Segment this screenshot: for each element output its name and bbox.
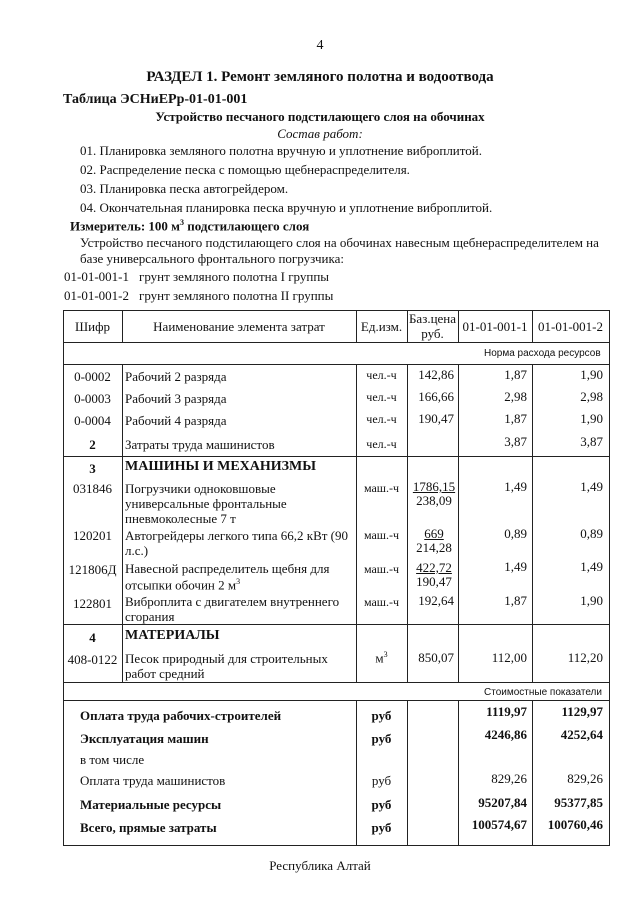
row-code: 3 xyxy=(89,461,96,476)
row-code: 0-0002 xyxy=(74,369,111,384)
row-code: 120201 xyxy=(73,528,112,543)
row-value-2: 1,90 xyxy=(580,367,603,382)
variant-text: грунт земляного полотна I группы xyxy=(139,269,330,284)
summary-value-1: 1119,97 xyxy=(486,704,527,719)
work-item: 01. Планировка земляного полотна вручную и уплотнение виброплитой. xyxy=(80,143,482,158)
header-price: Баз.цена xyxy=(408,311,457,326)
row-unit: маш.-ч xyxy=(363,595,400,609)
header-price-unit: руб. xyxy=(421,326,444,341)
header-col1: 01-01-001-1 xyxy=(462,319,528,334)
summary-value-2: 829,26 xyxy=(567,771,603,786)
summary-label: Всего, прямые затраты xyxy=(80,820,217,835)
row-price-machine: 1786,15 xyxy=(412,479,456,494)
page-number: 4 xyxy=(316,38,324,53)
measure-unit: Измеритель: 100 $м^3$ подстилающего слоя xyxy=(70,218,310,234)
row-value-1: 1,49 xyxy=(504,479,527,494)
summary-value-1: 95207,84 xyxy=(478,795,527,810)
table-title: Устройство песчаного подстилающего слоя на обочинах xyxy=(155,109,485,124)
row-value-2: 1,90 xyxy=(580,593,603,608)
row-value-1: 1,87 xyxy=(504,367,527,382)
header-unit: Ед.изм. xyxy=(360,319,403,334)
table-id: Таблица ЭСНиЕРр-01-01-001 xyxy=(63,92,248,107)
summary-label: Эксплуатация машин xyxy=(80,731,209,746)
summary-value-1: 100574,67 xyxy=(471,817,527,832)
row-code: 122801 xyxy=(73,596,112,611)
summary-value-2: 95377,85 xyxy=(554,795,603,810)
row-value-1: 0,89 xyxy=(504,526,527,541)
row-value-2: 1,49 xyxy=(580,479,603,494)
summary-unit: руб xyxy=(371,773,392,788)
row-code: 4 xyxy=(89,630,96,645)
row-price: 166,66 xyxy=(418,389,454,404)
variant-code: 01-01-001-2 xyxy=(64,288,129,303)
row-price-operator: 190,47 xyxy=(416,574,452,589)
row-value-2: 0,89 xyxy=(580,526,603,541)
row-code: 0-0004 xyxy=(74,413,111,428)
row-price-machine: 669 xyxy=(424,526,444,541)
row-value-1: 112,00 xyxy=(491,650,527,665)
summary-unit: руб xyxy=(371,731,392,746)
summary-value-1: 4246,86 xyxy=(484,727,527,742)
row-name: Затраты труда машинистов xyxy=(125,437,275,452)
summary-unit: руб xyxy=(371,820,392,835)
work-item: 04. Окончательная планировка песка вручную и уплотнение виброплитой. xyxy=(80,200,493,215)
row-name: Песок природный для строительных работ средний xyxy=(125,651,328,681)
row-price: 850,07 xyxy=(418,650,454,665)
row-value-2: 1,90 xyxy=(580,411,603,426)
row-code: 0-0003 xyxy=(74,391,111,406)
header-name: Наименование элемента затрат xyxy=(153,319,325,334)
summary-value-1: 829,26 xyxy=(491,771,527,786)
row-price-machine: 422,72 xyxy=(416,560,452,575)
row-unit: маш.-ч xyxy=(363,481,400,495)
row-unit: чел.-ч xyxy=(366,437,397,451)
summary-value-2: 100760,46 xyxy=(547,817,603,832)
row-unit: чел.-ч xyxy=(366,390,397,404)
row-value-2: 2,98 xyxy=(580,389,603,404)
row-value-1: 1,87 xyxy=(504,411,527,426)
cost-label: Стоимостные показатели xyxy=(484,687,602,698)
row-code: 2 xyxy=(89,437,96,452)
summary-label: Материальные ресурсы xyxy=(80,797,222,812)
row-unit: маш.-ч xyxy=(363,528,400,542)
work-item: 03. Планировка песка автогрейдером. xyxy=(80,181,289,196)
row-unit: чел.-ч xyxy=(366,412,397,426)
row-price: 192,64 xyxy=(418,593,454,608)
row-unit: маш.-ч xyxy=(363,562,400,576)
work-item: 02. Распределение песка с помощью щебнераспределителя. xyxy=(80,162,410,177)
description-line: базе универсального фронтального погрузчика: xyxy=(80,251,344,266)
footer-region: Республика Алтай xyxy=(269,858,371,873)
row-value-2: 3,87 xyxy=(580,434,603,449)
summary-value-2: 1129,97 xyxy=(561,704,603,719)
row-value-2: 1,49 xyxy=(580,559,603,574)
row-price: 190,47 xyxy=(418,411,454,426)
row-unit: $м^3$ xyxy=(375,650,388,666)
summary-label: Оплата труда рабочих-строителей xyxy=(80,708,282,723)
row-value-1: 3,87 xyxy=(504,434,527,449)
section-title: РАЗДЕЛ 1. Ремонт земляного полотна и водоотвода xyxy=(146,69,494,85)
row-price: 142,86 xyxy=(418,367,454,382)
summary-unit: руб xyxy=(371,708,392,723)
row-value-1: 2,98 xyxy=(504,389,527,404)
works-heading: Состав работ: xyxy=(277,126,363,141)
row-name: Автогрейдеры легкого типа 66,2 кВт (90 л.с.) xyxy=(125,528,349,558)
summary-value-2: 4252,64 xyxy=(560,727,603,742)
row-code: 121806Д xyxy=(68,562,117,577)
row-code: 408-0122 xyxy=(67,652,118,667)
row-name: Рабочий 4 разряда xyxy=(125,413,227,428)
row-name: Рабочий 3 разряда xyxy=(125,391,227,406)
row-name: Погрузчики одноковшовые универсальные фронтальные пневмоколесные 7 т xyxy=(125,481,287,526)
summary-label: в том числе xyxy=(80,752,145,767)
row-value-2: 112,20 xyxy=(567,650,603,665)
row-value-1: 1,49 xyxy=(504,559,527,574)
summary-label: Оплата труда машинистов xyxy=(80,773,226,788)
row-price-operator: 214,28 xyxy=(416,540,452,555)
norm-label: Норма расхода ресурсов xyxy=(484,348,601,359)
group-heading: МАТЕРИАЛЫ xyxy=(125,628,220,643)
row-name: Виброплита с двигателем внутреннего сгорания xyxy=(125,594,340,624)
row-value-1: 1,87 xyxy=(504,593,527,608)
row-name: Навесной распределитель щебня для отсыпки обочин 2 $м^3$ xyxy=(125,561,330,593)
variant-code: 01-01-001-1 xyxy=(64,269,129,284)
header-code: Шифр xyxy=(75,319,110,334)
variant-text: грунт земляного полотна II группы xyxy=(139,288,334,303)
row-unit: чел.-ч xyxy=(366,368,397,382)
group-heading: МАШИНЫ И МЕХАНИЗМЫ xyxy=(125,459,317,474)
row-name: Рабочий 2 разряда xyxy=(125,369,227,384)
header-col2: 01-01-001-2 xyxy=(538,319,603,334)
row-price-operator: 238,09 xyxy=(416,493,452,508)
row-code: 031846 xyxy=(73,481,112,496)
summary-unit: руб xyxy=(371,797,392,812)
description-line: Устройство песчаного подстилающего слоя на обочинах навесным щебнераспределителем на xyxy=(80,235,599,250)
